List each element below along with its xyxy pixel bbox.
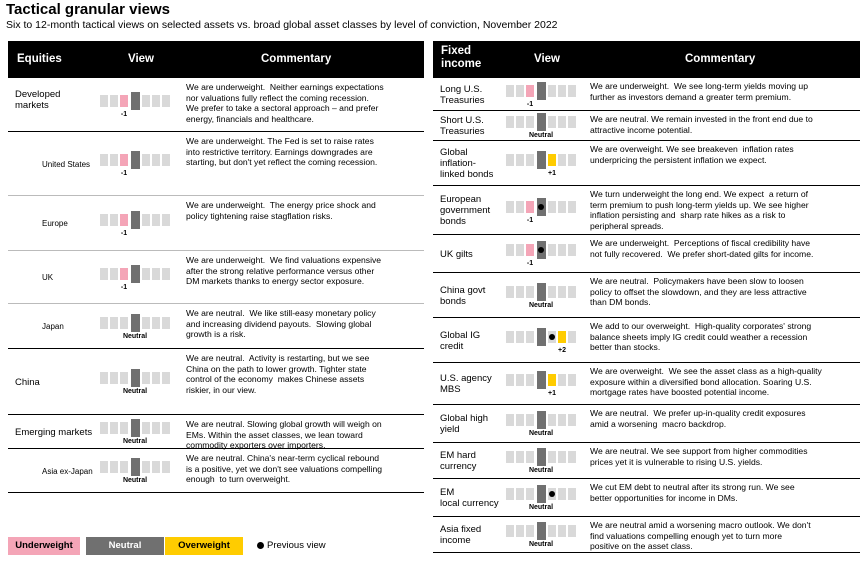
view-cell [120, 422, 128, 434]
view-cell [516, 244, 524, 256]
view-cell [568, 414, 576, 426]
legend-overweight: Overweight [165, 537, 243, 555]
view-cell [131, 151, 140, 169]
asset-name: Asia fixed income [440, 524, 482, 546]
fixed-income-row [433, 318, 860, 363]
previous-view-dot [549, 334, 555, 340]
view-cell-active [526, 85, 534, 97]
view-value-label: -1 [120, 170, 128, 177]
view-cell [568, 525, 576, 537]
fixed-income-row [433, 273, 860, 318]
view-cell [506, 331, 514, 343]
view-cell [100, 372, 108, 384]
fixed-income-row [433, 517, 860, 553]
view-value-label: -1 [120, 111, 128, 118]
view-cell-active [537, 113, 546, 131]
view-cell [516, 374, 524, 386]
view-scale [506, 151, 590, 177]
view-cell [537, 151, 546, 169]
view-cell [548, 414, 556, 426]
equities-panel [8, 41, 424, 493]
view-cell [558, 525, 566, 537]
view-cell [506, 286, 514, 298]
asset-name: Asia ex-Japan [42, 467, 93, 476]
commentary-text: We are overweight. We see breakeven inflation rates underpricing the persistent inflation we expect. [590, 144, 794, 165]
view-cell [568, 154, 576, 166]
view-cell-active [131, 458, 140, 476]
view-cell [100, 214, 108, 226]
view-cell [516, 116, 524, 128]
view-cell [526, 286, 534, 298]
view-cell [142, 461, 150, 473]
page-subtitle: Six to 12-month tactical views on selected assets vs. broad global asset classes by level of conviction, November 2022 [6, 19, 558, 31]
view-cell [110, 95, 118, 107]
view-cell [568, 286, 576, 298]
view-cell [558, 244, 566, 256]
view-cell [558, 286, 566, 298]
view-value-label: -1 [526, 260, 534, 267]
commentary-text: We are underweight. Perceptions of fiscal credibility have not fully recovered. We prefer short-dated gilts for income. [590, 238, 814, 259]
commentary-text: We are underweight. The energy price shock and policy tightening raise stagflation risks. [186, 200, 376, 221]
view-cell [506, 116, 514, 128]
view-cell [110, 214, 118, 226]
view-cell [120, 461, 128, 473]
commentary-text: We turn underweight the long end. We expect a return of term premium to push long-term yields up. We see higher inflation persisting and sharp rate hikes as a risk to peripheral spreads. [590, 189, 809, 231]
view-cell [558, 414, 566, 426]
view-scale [506, 198, 590, 224]
commentary-text: We are underweight. The Fed is set to raise rates into restrictive territory. Earnings downgrades are starting, but don't yet reflect the coming recession. [186, 136, 378, 168]
asset-name: Global high yield [440, 413, 489, 435]
view-cell [548, 525, 556, 537]
fixed-income-row [433, 235, 860, 273]
fixed-income-row [433, 479, 860, 517]
view-cell [142, 95, 150, 107]
view-cell [568, 201, 576, 213]
view-cell [516, 85, 524, 97]
view-cell [506, 244, 514, 256]
view-cell [110, 317, 118, 329]
view-value-label: Neutral [528, 302, 554, 309]
commentary-text: We are neutral. We remain invested in the front end due to attractive income potential. [590, 114, 813, 135]
view-cell [152, 214, 160, 226]
fixed-income-header-view: View [534, 53, 560, 65]
view-cell [568, 244, 576, 256]
view-scale [100, 314, 184, 340]
commentary-text: We are underweight. We see long-term yields moving up further as investors demand a greater term premium. [590, 81, 808, 102]
view-cell [142, 214, 150, 226]
commentary-text: We are neutral. We like still-easy monetary policy and increasing dividend payouts. Slowing global growth is a risk. [186, 308, 376, 340]
view-cell [162, 95, 170, 107]
fixed-income-header-commentary: Commentary [685, 53, 756, 65]
view-cell [526, 154, 534, 166]
view-cell-active [537, 448, 546, 466]
view-cell [548, 201, 556, 213]
previous-view-dot [538, 247, 544, 253]
view-cell-active [131, 419, 140, 437]
view-cell [516, 154, 524, 166]
equities-row [8, 304, 424, 349]
asset-name: United States [42, 160, 91, 169]
asset-name: Developed markets [15, 89, 61, 111]
view-cell [568, 331, 576, 343]
view-cell [131, 211, 140, 229]
equities-row [8, 78, 424, 132]
commentary-text: We are underweight. Neither earnings expectations nor valuations fully reflect the coming recession. We prefer to take a sectoral approach – and prefer energy, financials and healthcare. [186, 82, 384, 124]
view-cell [131, 265, 140, 283]
view-value-label: +2 [558, 347, 566, 354]
view-cell [537, 328, 546, 346]
view-cell [120, 372, 128, 384]
view-cell [516, 331, 524, 343]
view-cell [516, 201, 524, 213]
view-cell-active [131, 314, 140, 332]
asset-name: Global inflation- linked bonds [440, 147, 494, 180]
view-cell [142, 317, 150, 329]
asset-name: China govt bonds [440, 285, 486, 307]
view-cell [506, 488, 514, 500]
view-cell [100, 422, 108, 434]
asset-name: U.S. agency MBS [440, 373, 492, 395]
asset-name: Japan [42, 322, 64, 331]
view-value-label: Neutral [528, 467, 554, 474]
view-scale [506, 283, 590, 309]
view-cell-active [537, 411, 546, 429]
view-cell-active [131, 369, 140, 387]
asset-name: EM hard currency [440, 450, 477, 472]
view-cell [152, 461, 160, 473]
view-cell [162, 317, 170, 329]
equities-row [8, 415, 424, 449]
view-cell [506, 85, 514, 97]
view-value-label: Neutral [528, 430, 554, 437]
view-cell [537, 371, 546, 389]
view-cell [152, 154, 160, 166]
view-cell [162, 214, 170, 226]
asset-name: Short U.S. Treasuries [440, 115, 485, 137]
view-cell [506, 451, 514, 463]
view-cell [110, 422, 118, 434]
equities-row [8, 251, 424, 304]
view-cell-active [120, 268, 128, 280]
view-cell-active [548, 154, 556, 166]
view-cell [516, 488, 524, 500]
equities-row [8, 132, 424, 196]
fixed-income-row [433, 186, 860, 235]
view-cell [548, 85, 556, 97]
equities-header-asset: Equities [17, 53, 62, 65]
view-cell [110, 372, 118, 384]
asset-name: China [15, 377, 40, 388]
view-cell-active [537, 485, 546, 503]
commentary-text: We are neutral. Policymakers have been slow to loosen policy to offset the slowdown, and they are less attractive than DM bonds. [590, 276, 807, 308]
view-scale [100, 151, 184, 177]
asset-name: UK gilts [440, 249, 473, 260]
legend-neutral: Neutral [86, 537, 164, 555]
view-cell [526, 451, 534, 463]
commentary-text: We are neutral. We see support from higher commodities prices yet it is vulnerable to rising U.S. yields. [590, 446, 808, 467]
view-cell [120, 317, 128, 329]
view-cell [516, 451, 524, 463]
legend-underweight: Underweight [8, 537, 80, 555]
view-cell [548, 116, 556, 128]
view-scale [506, 241, 590, 267]
view-value-label: Neutral [528, 504, 554, 511]
view-cell [506, 374, 514, 386]
asset-name: UK [42, 273, 54, 282]
commentary-text: We are neutral. We prefer up-in-quality credit exposures amid a worsening macro backdrop. [590, 408, 806, 429]
fixed-income-panel [433, 41, 860, 553]
commentary-text: We are neutral amid a worsening macro outlook. We don't find valuations compelling enough yet to turn more positive on the asset class. [590, 520, 811, 552]
commentary-text: We cut EM debt to neutral after its strong run. We see better opportunities for income in DMs. [590, 482, 795, 503]
view-cell [162, 268, 170, 280]
view-cell [568, 451, 576, 463]
view-cell [526, 414, 534, 426]
view-cell-active [120, 154, 128, 166]
fixed-income-row [433, 78, 860, 111]
view-cell [558, 85, 566, 97]
view-cell [152, 268, 160, 280]
view-cell [516, 525, 524, 537]
view-scale [100, 265, 184, 291]
view-cell [548, 451, 556, 463]
view-cell [526, 488, 534, 500]
view-cell [526, 525, 534, 537]
view-cell-active [558, 331, 566, 343]
view-cell [568, 116, 576, 128]
asset-name: EM local currency [440, 487, 499, 509]
view-cell [568, 488, 576, 500]
asset-name: Global IG credit [440, 330, 481, 352]
view-cell [558, 154, 566, 166]
view-value-label: Neutral [122, 333, 148, 340]
equities-header [8, 41, 424, 78]
view-scale [100, 92, 184, 118]
view-value-label: Neutral [528, 541, 554, 548]
view-cell [110, 268, 118, 280]
view-cell [110, 154, 118, 166]
view-cell-active [537, 283, 546, 301]
view-cell [110, 461, 118, 473]
view-cell-active [526, 244, 534, 256]
view-scale [506, 485, 590, 511]
view-cell [100, 461, 108, 473]
view-cell [152, 422, 160, 434]
fixed-income-header-asset: Fixed income [441, 45, 482, 70]
view-cell [100, 154, 108, 166]
view-cell [142, 268, 150, 280]
view-scale [506, 411, 590, 437]
asset-name: Emerging markets [15, 427, 93, 438]
view-cell [526, 116, 534, 128]
view-cell [100, 95, 108, 107]
view-cell [568, 374, 576, 386]
view-cell [558, 451, 566, 463]
view-value-label: -1 [120, 230, 128, 237]
view-cell-active [120, 95, 128, 107]
view-cell [568, 85, 576, 97]
view-cell [558, 201, 566, 213]
view-cell [100, 268, 108, 280]
asset-name: European government bonds [440, 194, 491, 227]
fixed-income-row [433, 363, 860, 405]
view-cell [162, 422, 170, 434]
view-cell-active [548, 374, 556, 386]
view-value-label: -1 [120, 284, 128, 291]
equities-row [8, 349, 424, 415]
commentary-text: We add to our overweight. High-quality corporates' strong balance sheets imply IG credit could weather a recession better than stocks. [590, 321, 812, 353]
view-cell [558, 374, 566, 386]
view-cell [142, 372, 150, 384]
view-cell [152, 95, 160, 107]
view-cell [558, 488, 566, 500]
view-value-label: Neutral [122, 388, 148, 395]
view-cell [506, 525, 514, 537]
view-scale [506, 448, 590, 474]
view-scale [100, 458, 184, 484]
equities-header-view: View [128, 53, 154, 65]
view-cell [100, 317, 108, 329]
view-value-label: +1 [548, 390, 556, 397]
legend-previous-label: Previous view [267, 540, 326, 551]
view-cell [506, 201, 514, 213]
view-scale [506, 328, 590, 354]
view-cell [142, 422, 150, 434]
view-cell [131, 92, 140, 110]
view-cell [142, 154, 150, 166]
view-cell [506, 414, 514, 426]
view-cell [516, 414, 524, 426]
legend-previous-dot [257, 542, 264, 549]
view-cell [558, 116, 566, 128]
view-cell-active [526, 201, 534, 213]
view-cell [152, 317, 160, 329]
view-cell [548, 286, 556, 298]
view-cell [516, 286, 524, 298]
fixed-income-row [433, 443, 860, 479]
commentary-text: We are overweight. We see the asset class as a high-quality exposure within a diversified bond allocation. Soaring U.S. mortgage rates have boosted potential income. [590, 366, 822, 398]
commentary-text: We are underweight. We find valuations expensive after the strong relative performance versus other DM markets thanks to energy sector exposure. [186, 255, 382, 287]
view-cell [152, 372, 160, 384]
view-scale [506, 82, 590, 108]
view-cell [526, 374, 534, 386]
view-scale [100, 419, 184, 445]
equities-row [8, 196, 424, 251]
view-value-label: Neutral [122, 438, 148, 445]
view-cell [162, 461, 170, 473]
view-cell [537, 82, 546, 100]
view-cell-active [120, 214, 128, 226]
view-value-label: -1 [526, 217, 534, 224]
view-scale [506, 522, 590, 548]
view-cell [548, 244, 556, 256]
view-cell [162, 372, 170, 384]
previous-view-dot [538, 204, 544, 210]
previous-view-dot [549, 491, 555, 497]
view-value-label: Neutral [528, 132, 554, 139]
view-value-label: +1 [548, 170, 556, 177]
view-scale [506, 371, 590, 397]
view-cell-active [537, 522, 546, 540]
fixed-income-row [433, 111, 860, 141]
view-scale [100, 369, 184, 395]
view-cell [526, 331, 534, 343]
page-title: Tactical granular views [6, 1, 170, 18]
commentary-text: We are neutral. China's near-term cyclical rebound is a positive, yet we don't see valuations compelling enough to turn overweight. [186, 453, 383, 485]
view-scale [506, 113, 590, 139]
equities-header-commentary: Commentary [261, 53, 332, 65]
commentary-text: We are neutral. Activity is restarting, but we see China on the path to lower growth. Tighter state control of the economy makes Chinese assets riskier, in our view. [186, 353, 370, 395]
asset-name: Europe [42, 219, 68, 228]
fixed-income-header [433, 41, 860, 78]
view-value-label: Neutral [122, 477, 148, 484]
fixed-income-row [433, 405, 860, 443]
fixed-income-row [433, 141, 860, 186]
equities-row [8, 449, 424, 493]
view-cell [162, 154, 170, 166]
view-cell [506, 154, 514, 166]
view-scale [100, 211, 184, 237]
commentary-text: We are neutral. Slowing global growth will weigh on EMs. Within the asset classes, we lean toward commodity exporters over importers. [186, 419, 382, 451]
asset-name: Long U.S. Treasuries [440, 84, 485, 106]
view-value-label: -1 [526, 101, 534, 108]
